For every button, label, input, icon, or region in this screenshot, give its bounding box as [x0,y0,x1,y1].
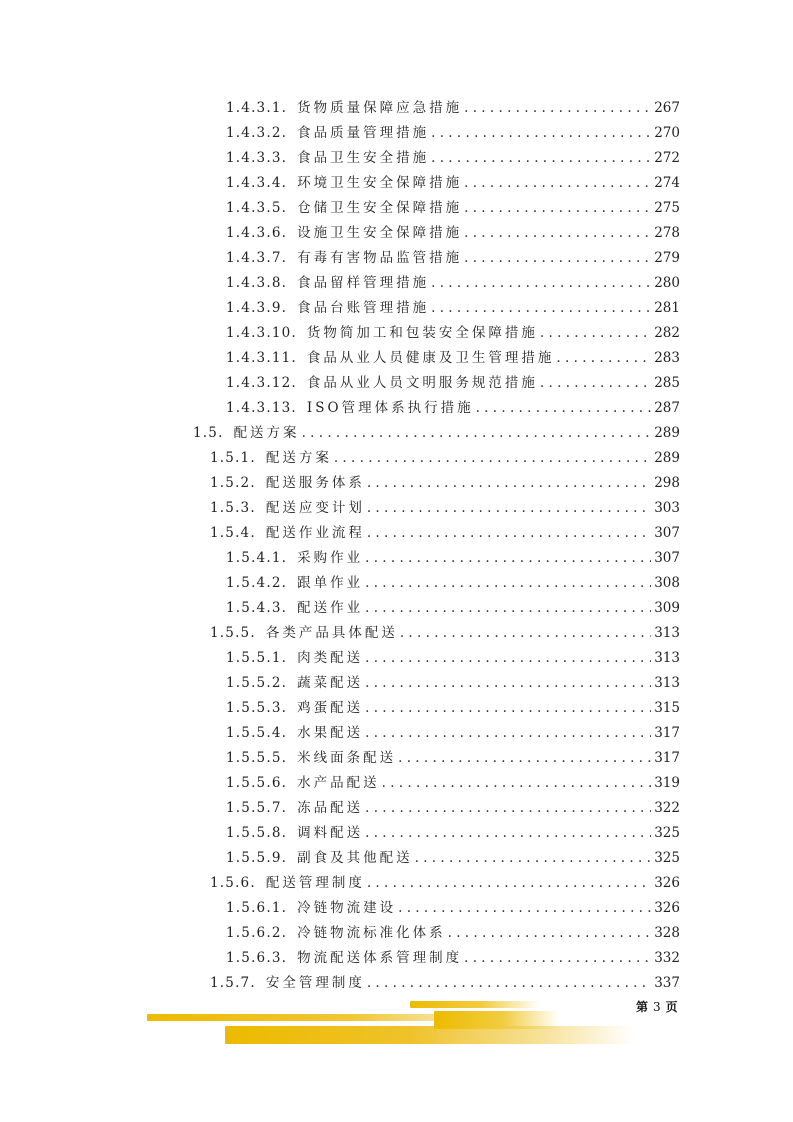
toc-entry[interactable] [0,171,793,196]
dot-leader [464,246,651,271]
toc-entry-number: 1.5.6.1. [226,900,288,916]
toc-entry[interactable] [0,421,793,446]
dot-leader [431,271,651,296]
toc-entry-page: 275 [654,200,680,216]
dot-leader [367,496,651,521]
toc-entry-title: 蔬菜配送 [297,675,364,691]
toc-entry-page: 278 [654,225,680,241]
toc-entry[interactable] [0,246,793,271]
toc-entry-title: 肉类配送 [297,650,364,666]
table-of-contents [0,96,793,996]
toc-entry-number: 1.5.6.3. [226,950,288,966]
toc-entry[interactable] [0,946,793,971]
toc-entry-page: 326 [654,900,680,916]
toc-entry-title: 鸡蛋配送 [297,700,364,716]
toc-entry-page: 313 [654,650,680,666]
toc-entry-title: 物流配送体系管理制度 [297,950,463,966]
toc-entry-title: 调料配送 [297,825,364,841]
toc-entry-title: 安全管理制度 [265,975,365,991]
toc-entry-number: 1.5.5.1. [226,650,288,666]
toc-entry[interactable] [0,96,793,121]
dot-leader [365,571,651,596]
dot-leader [367,521,651,546]
dot-leader [365,546,651,571]
toc-entry-page: 279 [654,250,680,266]
footer-decorative-bar [147,1014,437,1021]
toc-entry-number: 1.5.6.2. [226,925,288,941]
toc-entry[interactable] [0,321,793,346]
toc-entry-title: 食品留样管理措施 [297,275,430,291]
toc-entry-number: 1.5.5.5. [226,750,288,766]
dot-leader [400,621,651,646]
page-number: 3 [653,1000,662,1014]
toc-entry-page: 319 [654,775,680,791]
toc-entry-page: 325 [654,825,680,841]
toc-entry-number: 1.4.3.12. [226,375,297,391]
toc-entry[interactable] [0,821,793,846]
toc-entry-page: 270 [654,125,680,141]
toc-entry-page: 309 [654,600,680,616]
toc-entry-title: 配送方案 [265,450,332,466]
toc-entry[interactable] [0,771,793,796]
toc-entry-page: 337 [654,975,680,991]
dot-leader [464,96,651,121]
toc-entry[interactable] [0,496,793,521]
toc-entry-title: 跟单作业 [297,575,364,591]
toc-entry-title: 环境卫生安全保障措施 [297,175,463,191]
toc-entry-title: ISO管理体系执行措施 [306,400,474,416]
dot-leader [431,146,651,171]
toc-entry[interactable] [0,571,793,596]
toc-entry-page: 326 [654,875,680,891]
page-suffix: 页 [665,1000,679,1014]
toc-entry-number: 1.5.4. [210,525,256,541]
toc-entry-title: 采购作业 [297,550,364,566]
toc-entry-page: 272 [654,150,680,166]
toc-entry-number: 1.4.3.11. [226,350,297,366]
toc-entry-page: 322 [654,800,680,816]
dot-leader [365,721,651,746]
page-prefix: 第 [636,1000,650,1014]
toc-entry-page: 298 [654,475,680,491]
toc-entry-number: 1.4.3.3. [226,150,288,166]
dot-leader [334,446,651,471]
toc-entry[interactable] [0,396,793,421]
toc-entry-page: 307 [654,525,680,541]
toc-entry[interactable] [0,721,793,746]
toc-entry-page: 280 [654,275,680,291]
toc-entry[interactable] [0,296,793,321]
toc-entry-title: 仓储卫生安全保障措施 [297,200,463,216]
toc-entry-page: 282 [654,325,680,341]
dot-leader [448,921,652,946]
toc-entry[interactable] [0,646,793,671]
toc-entry-number: 1.5.5.3. [226,700,288,716]
dot-leader [367,871,651,896]
toc-entry-number: 1.5.2. [210,475,256,491]
toc-entry-title: 食品从业人员健康及卫生管理措施 [306,350,555,366]
toc-entry-number: 1.5.5.4. [226,725,288,741]
dot-leader [365,646,651,671]
toc-entry-page: 274 [654,175,680,191]
toc-entry-title: 配送应变计划 [265,500,365,516]
toc-entry-number: 1.4.3.4. [226,175,288,191]
toc-entry-title: 米线面条配送 [297,750,397,766]
toc-entry-page: 285 [654,375,680,391]
toc-entry-page: 313 [654,625,680,641]
toc-entry-title: 配送管理制度 [265,875,365,891]
toc-entry-page: 325 [654,850,680,866]
toc-entry[interactable] [0,446,793,471]
toc-entry[interactable] [0,546,793,571]
toc-entry-number: 1.4.3.7. [226,250,288,266]
toc-entry-title: 配送方案 [233,425,300,441]
dot-leader [556,346,651,371]
toc-entry-page: 308 [654,575,680,591]
toc-entry-number: 1.4.3.2. [226,125,288,141]
page-number-label [636,998,679,1015]
toc-entry[interactable] [0,871,793,896]
dot-leader [365,796,651,821]
toc-entry-page: 287 [654,400,680,416]
toc-entry-number: 1.5. [193,425,224,441]
dot-leader [464,196,651,221]
footer-decorative-bar [410,1001,540,1008]
toc-entry[interactable] [0,921,793,946]
toc-entry-page: 289 [654,450,680,466]
toc-entry[interactable] [0,121,793,146]
dot-leader [365,696,651,721]
toc-entry-title: 冷链物流标准化体系 [297,925,446,941]
toc-entry-number: 1.5.5.9. [226,850,288,866]
dot-leader [415,846,652,871]
dot-leader [431,296,651,321]
dot-leader [365,821,651,846]
footer-decorative-bar [434,1011,559,1029]
dot-leader [464,946,651,971]
toc-entry-page: 307 [654,550,680,566]
toc-entry-title: 食品台账管理措施 [297,300,430,316]
toc-entry-number: 1.5.3. [210,500,256,516]
toc-entry[interactable] [0,196,793,221]
toc-entry[interactable] [0,146,793,171]
toc-entry[interactable] [0,271,793,296]
dot-leader [302,421,652,446]
page-footer [0,995,793,1055]
dot-leader [431,121,651,146]
dot-leader [464,171,651,196]
toc-entry[interactable] [0,596,793,621]
toc-entry-number: 1.5.5.8. [226,825,288,841]
toc-entry[interactable] [0,621,793,646]
dot-leader [382,771,652,796]
toc-entry-number: 1.4.3.5. [226,200,288,216]
dot-leader [398,896,651,921]
toc-entry-page: 317 [654,725,680,741]
toc-entry[interactable] [0,221,793,246]
toc-entry-page: 315 [654,700,680,716]
toc-entry-page: 283 [654,350,680,366]
toc-entry-number: 1.5.7. [210,975,256,991]
toc-entry[interactable] [0,796,793,821]
toc-entry-title: 货物简加工和包装安全保障措施 [306,325,538,341]
dot-leader [476,396,652,421]
toc-entry[interactable] [0,521,793,546]
toc-entry-page: 289 [654,425,680,441]
dot-leader [367,471,651,496]
dot-leader [367,971,651,996]
toc-entry-title: 各类产品具体配送 [265,625,398,641]
toc-entry-page: 303 [654,500,680,516]
toc-entry-number: 1.5.1. [210,450,256,466]
toc-entry-title: 水果配送 [297,725,364,741]
toc-entry-number: 1.5.6. [210,875,256,891]
toc-entry-number: 1.5.5. [210,625,256,641]
toc-entry[interactable] [0,846,793,871]
toc-entry-title: 配送作业流程 [265,525,365,541]
toc-entry-title: 食品质量管理措施 [297,125,430,141]
toc-entry-title: 食品从业人员文明服务规范措施 [306,375,538,391]
toc-entry[interactable] [0,746,793,771]
dot-leader [398,746,651,771]
toc-entry-number: 1.4.3.13. [226,400,297,416]
toc-entry[interactable] [0,896,793,921]
toc-entry-number: 1.4.3.10. [226,325,297,341]
toc-entry[interactable] [0,371,793,396]
toc-entry-page: 328 [654,925,680,941]
toc-entry-number: 1.4.3.6. [226,225,288,241]
toc-entry-number: 1.5.4.3. [226,600,288,616]
toc-entry-title: 水产品配送 [297,775,380,791]
toc-entry-number: 1.5.4.2. [226,575,288,591]
dot-leader [540,371,651,396]
toc-entry[interactable] [0,696,793,721]
toc-entry-number: 1.4.3.1. [226,100,288,116]
toc-entry-page: 281 [654,300,680,316]
toc-entry-page: 313 [654,675,680,691]
toc-entry[interactable] [0,971,793,996]
toc-entry-number: 1.4.3.9. [226,300,288,316]
toc-entry-number: 1.5.5.7. [226,800,288,816]
dot-leader [365,671,651,696]
toc-entry-title: 冷链物流建设 [297,900,397,916]
toc-entry-title: 配送作业 [297,600,364,616]
toc-entry-number: 1.5.4.1. [226,550,288,566]
toc-entry-page: 332 [654,950,680,966]
toc-entry-title: 副食及其他配送 [297,850,413,866]
toc-entry[interactable] [0,671,793,696]
toc-entry[interactable] [0,346,793,371]
toc-entry-title: 配送服务体系 [265,475,365,491]
dot-leader [540,321,651,346]
toc-entry-page: 267 [654,100,680,116]
toc-entry-title: 食品卫生安全措施 [297,150,430,166]
toc-entry[interactable] [0,471,793,496]
toc-entry-title: 冻品配送 [297,800,364,816]
toc-entry-title: 有毒有害物品监管措施 [297,250,463,266]
dot-leader [365,596,651,621]
footer-decorative-bar [225,1026,635,1044]
toc-entry-title: 货物质量保障应急措施 [297,100,463,116]
dot-leader [464,221,651,246]
toc-entry-number: 1.4.3.8. [226,275,288,291]
toc-entry-title: 设施卫生安全保障措施 [297,225,463,241]
toc-entry-page: 317 [654,750,680,766]
toc-entry-number: 1.5.5.2. [226,675,288,691]
toc-entry-number: 1.5.5.6. [226,775,288,791]
